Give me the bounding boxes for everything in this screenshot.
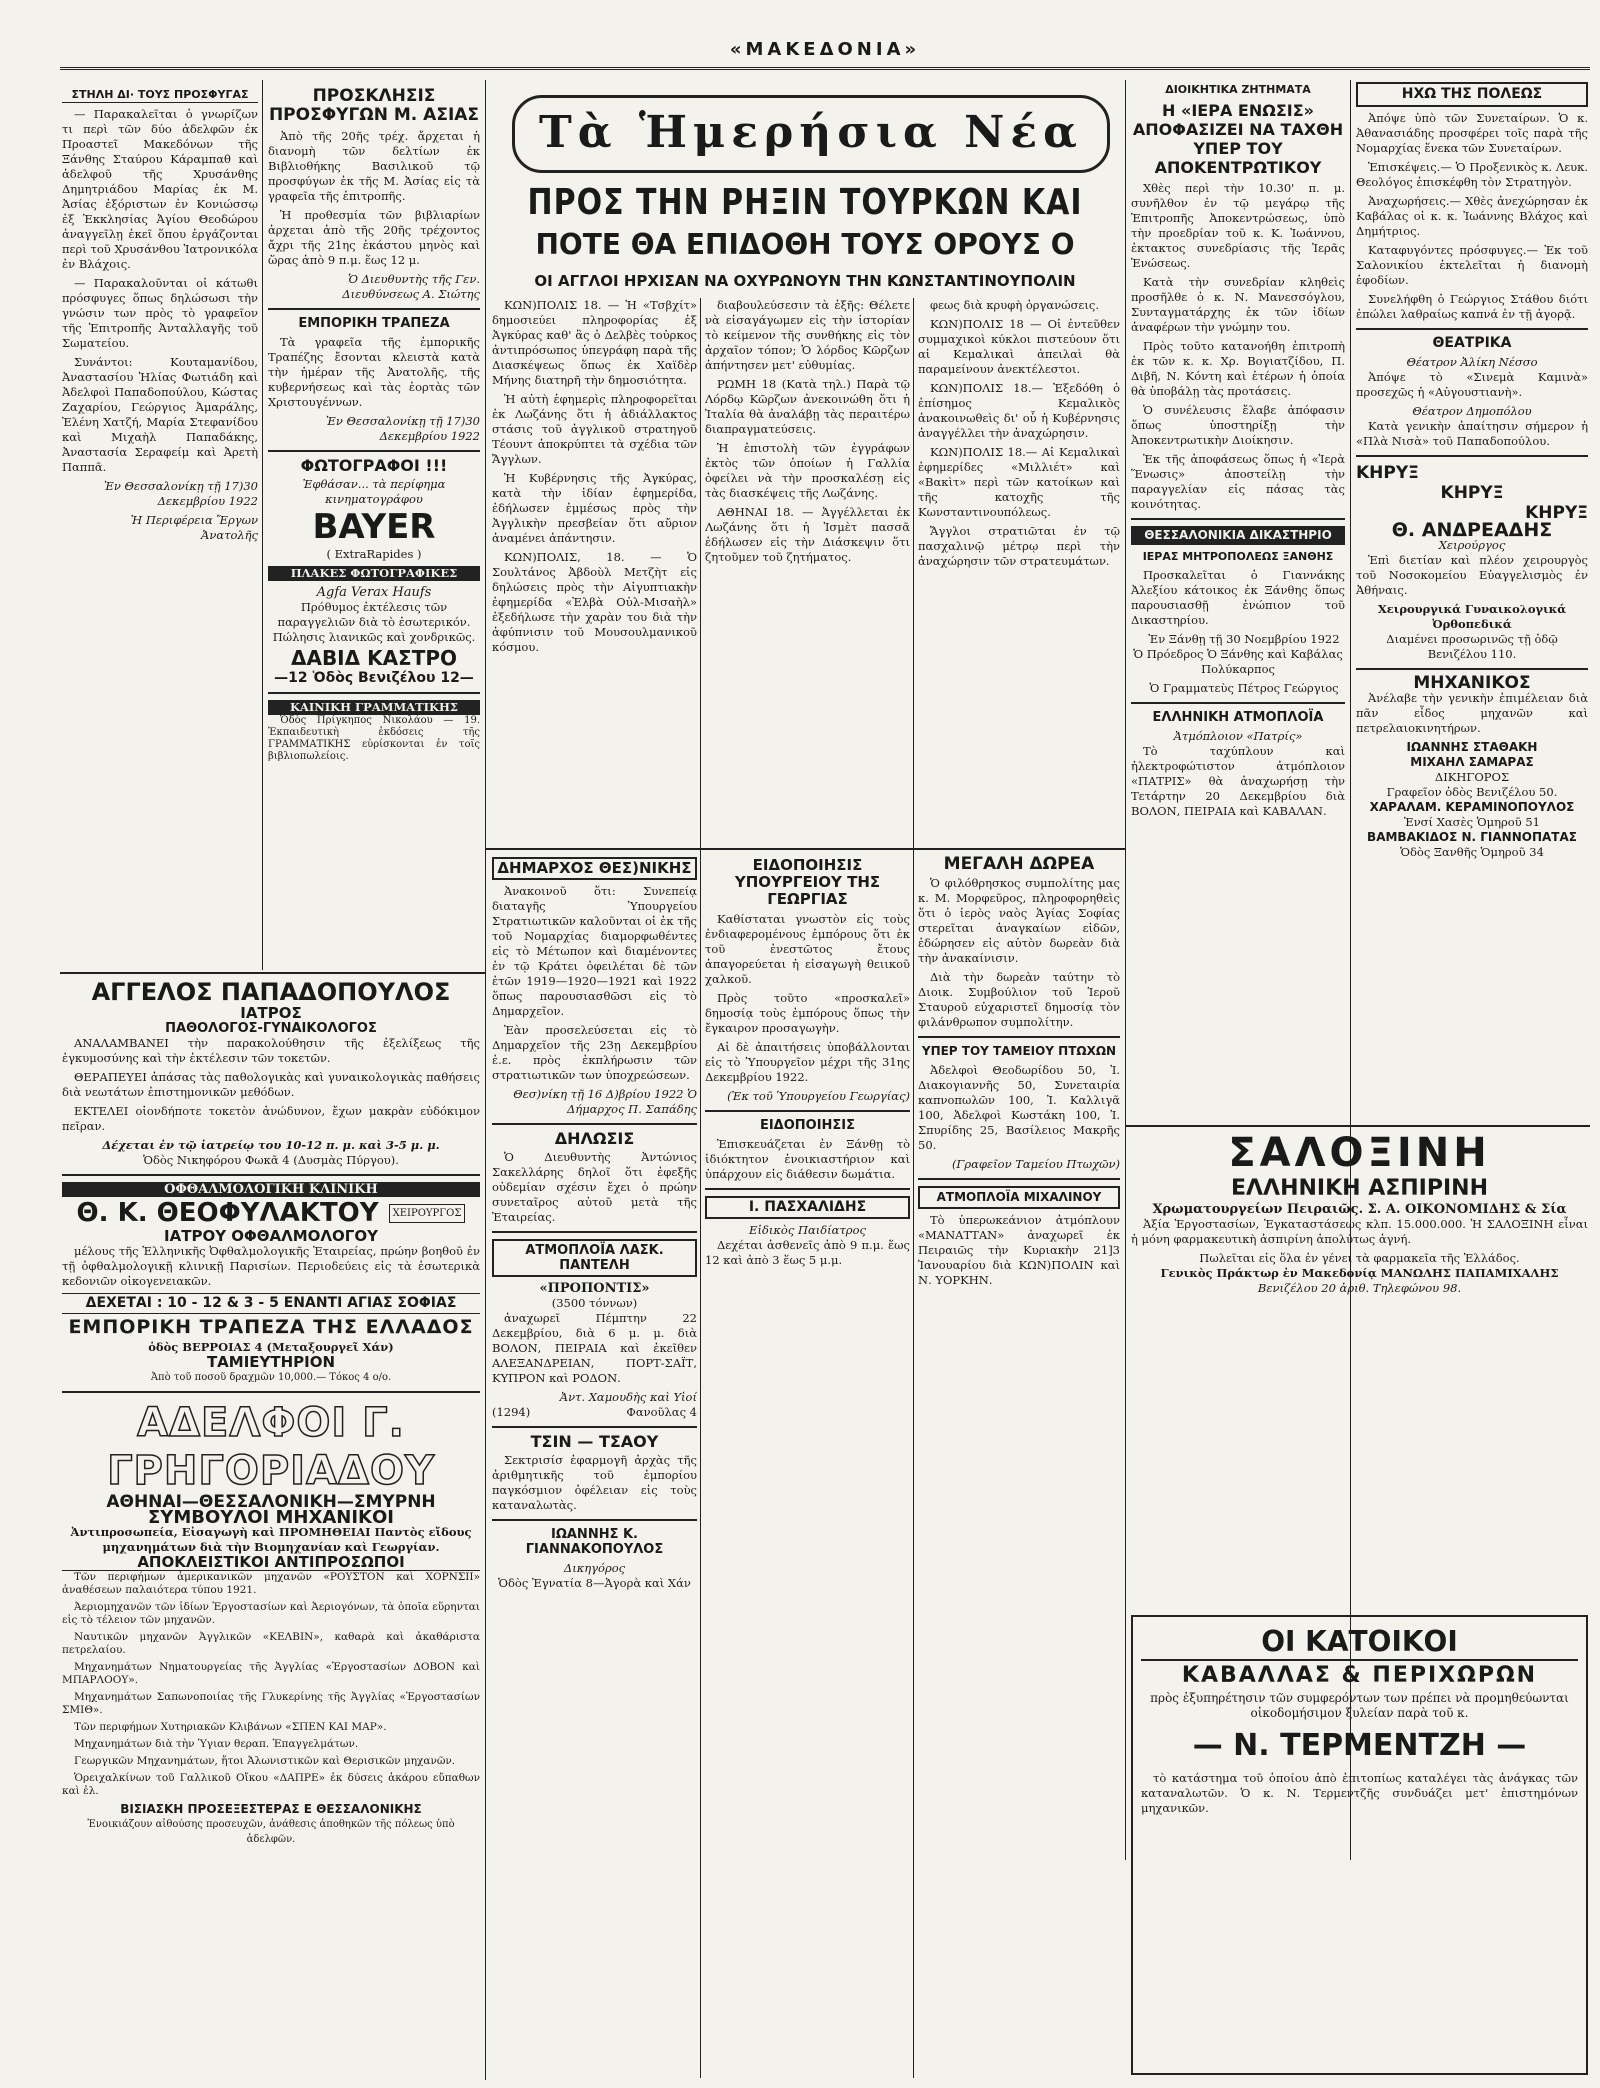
news-column-1 [492,298,697,843]
court-signature: Ἐν Ξάνθῃ τῇ 30 Νοεμβρίου 1922 Ὁ Πρόεδρος Ὁ Ξάνθης καὶ Καβάλας Πολύκαρπος [1133,632,1343,676]
column-rule [913,298,914,2078]
ophthalmologist-title: ΙΑΤΡΟΥ ΟΦΘΑΛΜΟΛΟΓΟΥ [164,1227,378,1245]
news-paragraph: ΚΩΝ)ΠΟΛΙΣ 18.— Αἱ Κεμαλικαὶ ἐφημερίδες «Μιλλιέτ» καὶ «Βακὶτ» περὶ τῶν κατοίκων καὶ τῆς κατοχῆς τῆς Κωνσταντινουπόλεως. [918,445,1120,519]
theatre-sub2: Θέατρον Δημοπόλου [1412,404,1532,418]
refugee-paragraph: — Παρακαλεῖται ὁ γνωρίζων τι περὶ τῶν δύο ἀδελφῶν ἐκ Προαστεῖ Μακεδόνων τῆς Ξάνθης Σταύρου Κάραμπαθ καὶ ἀδελφοῦ τῆς Χρυσάνθης Δημητριάδου Μαρίας ἐκ Μ. Ἀσίας ἐξόριστων ἐν Κονιώσσῳ ἐξ Ἐκκλησίας Ἀγίου Θεοδώρου ἀναγγεῖλῃ ἐκεῖ ὅπου ἐργάζονται περὶ τοῦ Χρυσάνθου Ἰατρονικόλα ἐν Βλάχοις. [62,107,258,271]
refugee-signature: Ἡ Περιφέρεια Ἔργων Ἀνατολῆς [130,513,258,542]
paschalidis-title: Εἰδικὸς Παιδίατρος [749,1223,866,1237]
admin-paragraph: Πρὸς τοῦτο κατανοήθη ἐπιτροπὴ ἐκ τῶν κ. κ. Χρ. Βογιατζίδου, Π. Διβῆ, Ν. Κόντη καὶ ἑτέρων ἡ ὁποία θὰ ὑποβάλῃ τὰς προτάσεις. [1131,339,1345,398]
hellenic-steamship-name: Ἀτμόπλοιον «Πατρίς» [1173,729,1303,743]
theatre-text2: Κατὰ γενικὴν ἀπαίτησιν σήμερον ἡ «Πλὰ Νισὰ» τοῦ Παπαδοπούλου. [1356,419,1588,448]
gift-paragraph: Διὰ τὴν δωρεὰν ταύτην τὸ Διοικ. Συμβούλιον τοῦ Ἱεροῦ Σταυροῦ εὐχαριστεῖ δημοσίᾳ τὸν φιλάνθρωπον συμπολίτην. [918,970,1120,1029]
daily-news-banner [512,95,1110,173]
saloxini-agent: Γενικὸς Πράκτωρ ἐν Μακεδονίᾳ ΜΑΝΩΛΗΣ ΠΑΠΑΜΙΧΑΛΗΣ [1160,1266,1559,1280]
invitation-paragraph: Ἡ προθεσμία τῶν βιβλιαρίων ἀρχεται ἀπὸ τῆς 20ῆς τρέχοντος ἄχρι τῆς 21ης ἐκάστου μηνὸς καὶ ὥρας ἀπὸ 9 π.μ. ἕως 12 μ. [268,208,480,267]
grigoriadou-item: Μηχανημάτων Νηματουργείας τῆς Ἀγγλίας «Ἐργοστασίων ΔΟΒΟΝ καὶ ΜΠΑΡΛΟΟΥ». [62,1661,480,1686]
city-echo-column [1356,80,1588,1120]
lawyer-name: ΙΩΑΝΝΗΣ Κ. ΓΙΑΝΝΑΚΟΠΟΥΛΟΣ [525,1527,664,1557]
savings-note: Ἀπὸ τοῦ ποσοῦ δραχμῶν 10,000.— Τόκος 4 ο/ο. [150,1372,392,1383]
bank-header: ΕΜΠΟΡΙΚΗ ΤΡΑΠΕΖΑ [298,316,450,331]
grigoriadou-footer-text: Ἐνοικιάζουν αἰθούσης προσευχῶν, ἀνάθεσις ἀποθηκῶν τῆς πόλεως ὑπὸ ἀδελφῶν. [87,1819,455,1845]
ophthalmologist-text: μέλους τῆς Ἑλληνικῆς Ὀφθαλμολογικῆς Ἑταιρείας, πρώην βοηθοῦ ἐν τῇ ὀφθαλμολογικῇ κλινικῇ Παρισίων. Περιοδεύεις εἰς τὰ ἐσωτερικὰ κεδονιῶν οἰκογενειακῶν. [62,1244,480,1288]
extrarapides: ( ExtraRapides ) [326,547,422,561]
notice-paragraph: Πρὸς τοῦτο «προσκαλεῖ» δημοσίᾳ τοὺς ἐμπόρους ὅπως τὴν ἔγκαιρον προσαγωγὴν. [705,991,910,1035]
doctor-specialty: ΠΑΘΟΛΟΓΟΣ-ΓΥΝΑΙΚΟΛΟΓΟΣ [165,1021,377,1036]
doctor-address: Ὁδὸς Νικηφόρου Φωκᾶ 4 (Δυσμὰς Πύργου). [143,1153,399,1167]
grigoriadou-role: ΣΥΜΒΟΥΛΟΙ ΜΗΧΑΝΙΚΟΙ [148,1507,394,1528]
paschalidis-header: Ι. ΠΑΣΧΑΛΙΔΗΣ [705,1196,910,1219]
mayor-header: ΔΗΜΑΡΧΟΣ ΘΕΣ)ΝΙΚΗΣ [492,857,697,880]
mayor-column [492,855,697,2075]
crier-line: ΚΗΡΥΞ [1525,503,1588,523]
invitation-column [268,85,480,965]
section-rule [60,972,486,974]
photo-sub: Ἐφθάσαν... τὰ περίφημα κινηματογράφου [302,477,446,506]
notice-header: ΕΙΔΟΠΟΙΗΣΙΣ ΥΠΟΥΡΓΕΙΟΥ ΤΗΣ ΓΕΩΡΓΙΑΣ [734,856,881,908]
mechanic-header: ΜΗΧΑΝΙΚΟΣ [1413,673,1531,693]
saloxini-maker: Χρωματουργείων Πειραιῶς. Σ. Α. ΟΙΚΟΝΟΜΙΔΗΣ & Σία [1152,1202,1567,1217]
michalinos-text: Τὸ ὑπερωκεάνιον ἀτμόπλουν «ΜΑΝΑΤΤΑΝ» ἀναχωρεῖ ἐκ Πειραιῶς τὴν Κυριακὴν 21]3 Ἰανουαρίου διὰ ΚΩΝ)ΠΟΛΙΝ καὶ Ν. ΥΟΡΚΗΝ. [918,1213,1120,1287]
hellenic-steamship-header: ΕΛΛΗΝΙΚΗ ΑΤΜΟΠΛΟΪΑ [1152,710,1324,725]
grigoriadou-item: Μηχανημάτων διὰ τὴν Ὑγιαν θεραπ. Ἐπαγγελμάτων. [74,1738,359,1750]
doctor-name: ΑΓΓΕΛΟΣ ΠΑΠΑΔΟΠΟΥΛΟΣ [91,978,451,1006]
poor-fund-header: ΥΠΕΡ ΤΟΥ ΤΑΜΕΙΟΥ ΠΤΩΧΩΝ [921,1044,1117,1058]
admin-paragraph: Ὁ συνέλευσις ἔλαβε ἀπόφασιν ὅπως ὑποστηρίξῃ τὴν Ἀποκεντρωτικὴν Διοίκησιν. [1131,403,1345,447]
steamship-phone: Φανοῦλας 4 [626,1405,697,1419]
city-echo-paragraph: Ἀναχωρήσεις.— Χθὲς ἀνεχώρησαν ἐκ Καβάλας οἱ κ. κ. Ἰωάννης Βλάχος καὶ Δημήτριος. [1356,194,1588,238]
paschalidis-text: Δεχέται ἀσθενεῖς ἀπὸ 9 π.μ. ἕως 12 καὶ ἀπὸ 3 ἕως 5 μ.μ. [705,1238,910,1267]
grigoriadou-name: ΑΔΕΛΦΟΙ Γ. ΓΡΗΓΟΡΙΑΔΟΥ [107,1400,435,1494]
bank-text: Τὰ γραφεῖα τῆς ἐμπορικῆς Τραπέζης ἔσονται κλειστὰ κατὰ τὴν ἡμέραν τῆς Ἀνατολῆς, τῆς κυβερνήσεως καὶ τὰς ἑορτὰς τῶν Χριστουγέννων. [268,335,480,409]
refugee-paragraph: Συνάντοι: Κουταμανίδου, Ἀναστασίου Ἠλίας Φωτιάδη καὶ Ἀδελφοὶ Παπαδοπούλου, Κώστας Ζαχαρίου, Γεώργιος Ἀμαράλης, Ἐλένη Χατζή, Μαρία Στεφανίδου καὶ Μιχαὴλ Παπαδάκης, Ἀναστασία Σεραφείμ καὶ Ἀρετὴ Παππᾶ. [62,355,258,474]
dealer-address: —12 Ὁδὸς Βενιζέλου 12— [274,670,474,686]
news-paragraph: ΡΩΜΗ 18 (Κατὰ τηλ.) Παρὰ τῷ Λόρδῳ Κῶρζων ἀνεκοινώθη ὅτι ἡ Ἰταλία θὰ ἀναλάβῃ τὰς περαιτέρω διαπραγματεύσεις. [705,377,910,436]
ophthalmologist-hours: ΔΕΧΕΤΑΙ : 10 - 12 & 3 - 5 ΕΝΑΝΤΙ ΑΓΙΑΣ ΣΟΦΙΑΣ [62,1293,480,1314]
tea-header: ΤΣΙΝ — ΤΣΑΟΥ [530,1432,659,1451]
grigoriadou-item: Τῶν περιφήμων Χυτηριακῶν Κλιβάνων «ΣΠΕΝ ΚΑΙ ΜΑΡ». [74,1721,387,1733]
theatre-sub: Θέατρον Ἀλίκη Νέσσο [1406,355,1538,369]
saloxini-text: Ἀξία Ἐργοστασίων, Ἐγκαταστάσεως κλπ. 15.000.000. Ἡ ΣΑΛΟΞΙΝΗ εἶναι ἡ μόνη φαρμακευτικὴ ἀσπιρίνη ἀπολύτως ἁγνή. [1131,1217,1588,1246]
surgeon-address: Διαμένει προσωρινῶς τῇ ὁδῷ Βενιζέλου 110. [1386,632,1558,661]
doctor-paragraph: ΘΕΡΑΠΕΥΕΙ ἁπάσας τὰς παθολογικὰς καὶ γυναικολογικὰς παθήσεις διὰ νεωτάτων ἐπιστημονικῶν μεθόδων. [62,1070,480,1099]
admin-column [1131,80,1345,1120]
steamship-text: ἀναχωρεῖ Πέμπτην 22 Δεκεμβρίου, διὰ 6 μ. μ. διὰ ΒΟΛΟΝ, ΠΕΙΡΑΙΑ καὶ ἐκεῖθεν ΑΛΕΞΑΝΔΡΕΙΑΝ, ΠΟΡΤ-ΣΑΪΤ, ΚΥΠΡΟΝ καὶ ΡΟΔΟΝ. [492,1311,697,1385]
refugee-column [62,85,258,965]
surgeon-specialty: Χειρουργικά Γυναικολογικά Ὀρθοπεδικά [1377,602,1567,631]
samaras-address: Γραφεῖον ὁδὸς Βενιζέλου 50. [1386,785,1558,799]
ophthalmologist-name: Θ. Κ. ΘΕΟΦΥΛΑΚΤΟΥ [76,1198,379,1228]
hellenic-steamship-text: Τὸ ταχύπλουν καὶ ἠλεκτροφώτιστον ἀτμόπλοιον «ΠΑΤΡΙΣ» θὰ ἀναχωρήσῃ τὴν Τετάρτην 20 Δεκεμβρίου διὰ ΒΟΛΟΝ, ΠΕΙΡΑΙΑ καὶ ΚΑΒΑΛΑΝ. [1131,744,1345,818]
admin-paragraph: Χθὲς περὶ τὴν 10.30' π. μ. συνῆλθον ἐν τῷ μεγάρῳ τῆς Ἐπιτροπῆς Ἀποκεντρώσεως, ὑπὸ τὴν προεδρίαν τοῦ κ. Κ. Ἰωάννου, ἐκτακτος συνεδρίασις τῆς Ἱερᾶς Ἑνώσεως. [1131,181,1345,270]
grammar-header: ΚΑΙΝΙΚΗ ΓΡΑΜΜΑΤΙΚΗΣ [268,700,480,715]
photo-header: ΦΩΤΟΓΡΑΦΟΙ !!! [300,456,448,475]
savings-label: ΤΑΜΙΕΥΤΗΡΙΟΝ [206,1353,336,1371]
admin-header: ΔΙΟΙΚΗΤΙΚΑ ΖΗΤΗΜΑΤΑ [1165,83,1311,96]
saloxini-sub: ΕΛΛΗΝΙΚΗ ΑΣΠΙΡΙΝΗ [1231,1176,1488,1201]
headline-second: ΠΟΤΕ ΘΑ ΕΠΙΔΟΘΗ ΤΟΥΣ ΟΡΟΥΣ Ο [535,228,1075,261]
column-rule [262,80,263,970]
surgeon-text: Ἐπὶ διετίαν καὶ πλέον χειρουργὸς τοῦ Νοσοκομείου Εὐαγγελισμὸς ἐν Ἀθήναις. [1356,553,1588,597]
saloxini-ad [1131,1130,1588,1610]
grigoriadou-footer: ΒΙΣΙΑΣΚΗ ΠΡΟΣΕΞΕΣΤΕΡΑΣ Ε ΘΕΣΣΑΛΟΝΙΚΗΣ [120,1802,422,1816]
surgeon-title: Χειρούργος [1438,538,1506,552]
gift-paragraph: Ὁ φιλόθρησκος συμπολίτης μας κ. Μ. Μορφεῦρος, πληροφορηθεὶς ὅτι ὁ ἱερὸς ναὸς Ἁγίας Σοφίας στερεῖται ἀναγκαίων εἰδῶν, ἐδώρησεν εἰς αὐτὸν δωρεὰν διὰ τὴν ἀνακαίνισιν. [918,876,1120,965]
saloxini-footer: Πωλεῖται εἰς ὅλα ἐν γένει τὰ φαρμακεῖα τῆς Ἑλλάδος. [1199,1251,1520,1265]
grigoriadou-item: Ναυτικῶν μηχανῶν Ἀγγλικῶν «ΚΕΛΒΙΝ», καθαρὰ καὶ ἀκαθάριστα πετρελαίου. [62,1631,480,1656]
lawyer-title: Δικηγόρος [563,1561,626,1575]
headline-third: ΟΙ ΑΓΓΛΟΙ ΗΡΧΙΣΑΝ ΝΑ ΟΧΥΡΩΝΟΥΝ ΤΗΝ ΚΩΝΣΤΑΝΤΙΝΟΥΠΟΛΙΝ [534,272,1076,290]
residents-text: πρὸς ἐξυπηρέτησιν τῶν συμφερόντων των πρέπει νὰ προμηθεύωνται οἰκοδομήσιμον ξυλείαν παρὰ τοῦ κ. [1150,1691,1569,1720]
grigoriadou-item: Ἀεριομηχανῶν τῶν ἰδίων Ἐργοστασίων καὶ Ἀεριογόνων, τὰ ὁποῖα εὕρηνται εἰς τὸ τέλειον τῶν μηχανῶν. [62,1601,480,1626]
residents-header: ΟΙ ΚΑΤΟΙΚΟΙ [1141,1625,1578,1661]
poor-fund-signature: (Γραφεῖον Ταμείου Πτωχῶν) [951,1157,1120,1171]
masthead-title: «ΜΑΚΕΔΟΝΙΑ» [729,39,921,60]
grammar-text: Ὁδὸς Πρίγκηπος Νικολάου — 19. Ἐκπαιδευτικὴ ἐκδόσεις τῆς ΓΡΑΜΜΑΤΙΚΗΣ εὑρίσκονται ἐν τοῖς βιβλιοπωλείοις. [268,715,480,762]
grigoriadou-item: Ὁρειχαλκίνων τοῦ Γαλλικοῦ Οἴκου «ΔΑΠΡΕ» ἐκ δύσεις ἀκάρου εὔπαθων καὶ ἐλ. [62,1772,480,1797]
tea-text: Σεκτρισίσ ἐφαρμογῆ ἀρχὰς τῆς ἀριθμητικῆς τοῦ ἐμπορίου παγκόσμιον ὀφέλειαν εἰς τοὺς καταναλωτὰς. [492,1453,697,1512]
surgeon-name: Θ. ΑΝΔΡΕΑΔΗΣ [1391,519,1553,541]
court-sub: ΙΕΡΑΣ ΜΗΤΡΟΠΟΛΕΩΣ ΞΑΝΘΗΣ [1142,550,1334,563]
news-column-3 [918,298,1120,843]
info-text: Ἐπισκευάζεται ἐν Ξάνθῃ τὸ ἰδιόκτητον ἐνοικιαστήριον καὶ ὑπάρχουν εἰς διάθεσιν δωμάτια. [705,1137,910,1181]
poor-fund-text: Ἀδελφοὶ Θεοδωρίδου 50, Ἰ. Διακογιαννῆς 50, Συνεταιρία καπνοπωλῶν 100, Ἰ. Καλλιγᾶ 100, Ἀδελφοὶ Κωστάκη 100, Ἰ. Σπυρίδης 25, Βασίλειος Μακρῆς 50. [918,1063,1120,1152]
banner-text: Τὰ Ἡμερήσια Νέα [538,107,1083,158]
court-header: ΘΕΣΣΑΛΟΝΙΚΙΑ ΔΙΚΑΣΤΗΡΙΟ [1131,526,1345,545]
vamvakidos-address: Ὁδὸς Ξανθῆς Ὁμηροῦ 34 [1400,845,1544,859]
masthead [60,30,1590,70]
theatre-text: Ἀπόψε τὸ «Σινεμὰ Καμινὰ» προσεχῶς ἡ «Αὐγουστιανὴ». [1356,370,1588,399]
news-paragraph: ΚΩΝ)ΠΟΛΙΣ 18 — Οἱ ἐντεῦθεν συμμαχικοὶ κύκλοι πιστεύουν ὅτι αἱ Κεμαλικαὶ ἀπειλαὶ θὰ παραμείνουν ἀνεκτέλεστοι. [918,317,1120,376]
news-paragraph: ΑΘΗΝΑΙ 18. — Ἀγγέλλεται ἐκ Λωζάνης ὅτι ἡ Ἰσμὲτ πασσᾶ ἐδήλωσεν εἰς τὴν Διάσκεψιν ὅτι ζητοῦμεν τοῦ ζητήματος. [705,505,910,564]
column-rule [700,298,701,2078]
refugee-paragraph: — Παρακαλοῦνται οἱ κάτωθι πρόσφυγες ὅπως δηλώσωσι τὴν γνώσιν των πρὸς τὸ γραφεῖον τῆς Ἐπιτροπῆς Ἀνταλλαγῆς τοῦ Σωματείου. [62,276,258,350]
grigoriadou-text: Ἀντιπροσωπεία, Εἰσαγωγὴ καὶ ΠΡΟΜΗΘΕΙΑΙ Παντὸς εἴδους μηχανημάτων διὰ τὴν Βιομηχανίαν καὶ Γεωργίαν. [70,1525,472,1554]
commercial-bank-name: ΕΜΠΟΡΙΚΗ ΤΡΑΠΕΖΑ ΤΗΣ ΕΛΛΑΔΟΣ [68,1316,474,1338]
stathaki-name: ΙΩΑΝΝΗΣ ΣΤΑΘΑΚΗ [1406,740,1538,754]
notice-paragraph: Αἱ δὲ ἀπαιτήσεις ὑποβάλλονται εἰς τὸ Ὑπουργεῖον μέχρι τῆς 31ης Δεκεμβρίου 1922. [705,1040,910,1084]
invitation-header: ΠΡΟΣΚΛΗΣΙΣ ΠΡΟΣΦΥΓΩΝ Μ. ΑΣΙΑΣ [268,86,480,125]
info-header: ΕΙΔΟΠΟΙΗΣΙΣ [759,1118,856,1133]
refugee-header: ΣΤΗΛΗ ΔΙ· ΤΟΥΣ ΠΡΟΣΦΥΓΑΣ [62,87,258,103]
city-echo-paragraph: Ἑπισκέψεις.— Ὁ Προξενικὸς κ. Λευκ. Θεολόγος ἐπισκέφθη τὸν Στρατηγὸν. [1356,160,1588,189]
news-paragraph: ΚΩΝ)ΠΟΛΙΣ 18. — Ἡ «Τσβχίτ» δημοσιεύει πληροφορίας ἐξ Ἀγκύρας καθ' ἃς ὁ Δελβὲς τοὐρκος ἀντιπρόσωπος ὑπεγράφη παρὰ τῆς Διασκέψεως ὅπως ἐκ Χαϊδὲρ Μήνης διατηρῆ τὴν δημοσιότητα. [492,298,697,387]
steamship-agent: Ἀντ. Χαμουδὴς καὶ Υἱοί [559,1390,697,1404]
crier-line: ΚΗΡΥΞ [1356,463,1419,483]
news-paragraph: ΚΩΝ)ΠΟΛΙΣ, 18. — Ὁ Σουλτάνος Ἀβδοὺλ Μετζὴτ εἰς δηλώσεις πρὸς τὴν Αἰγυπτιακὴν ἐφημερίδα «Ἐλβὰ Οὐλ-Μισαὴλ» ἐξεδήλωσε τὴν χαρὰν του διὰ τὴν ἀφύπνισιν τοῦ Μουσουλμανικοῦ κόσμου. [492,550,697,654]
mayor-signature: Θεσ)νίκη τῇ 16 Δ)βρίου 1922 Ὁ Δήμαρχος Π. Σαπάδης [513,1087,697,1116]
ophthalmology-header: ΟΦΘΑΛΜΟΛΟΓΙΚΗ ΚΛΙΝΙΚΗ [62,1182,480,1197]
left-ads [62,978,480,2078]
grigoriadou-cities: ΑΘΗΝΑΙ—ΘΕΣΣΑΛΟΝΙΚΗ—ΣΜΥΡΝΗ [106,1492,436,1512]
gift-column [918,855,1120,2075]
lawyer-address: Ὁδὸς Ἐγνατία 8—Ἀγορὰ καὶ Χάν [498,1576,691,1590]
city-echo-paragraph: Ἀπόψε ὑπὸ τῶν Συνεταίρων. Ὁ κ. Ἀθανασιάδης προσφέρει τοῖς παρὰ τῆς Νομαρχίας ἕνεκα τῶν Συνεταίρων. [1356,111,1588,155]
dealer-name: ΔΑΒΙΔ ΚΑΣΤΡΟ [290,646,458,670]
grigoriadou-sub: ΑΠΟΚΛΕΙΣΤΙΚΟΙ ΑΝΤΙΠΡΟΣΩΠΟΙ [62,1555,480,1571]
city-echo-paragraph: Συνελήφθη ὁ Γεώργιος Στάθου διότι ἐπώλει λαθραίως καπνά ἐν τῇ ἀγορᾷ. [1356,292,1588,321]
section-rule [1126,1125,1590,1127]
steamship-header: ΑΤΜΟΠΛΟΪΑ ΛΑΣΚ. ΠΑΝΤΕΛΗ [492,1239,697,1277]
admin-paragraph: Ἐκ τῆς ἀποφάσεως ὅπως ἡ «Ἱερὰ Ἕνωσις» ἀποστείλῃ τὴν παραγγελίαν εἰς πάσας τὰς κοινότητας. [1131,452,1345,511]
column-rule [1125,80,1126,1860]
vamvakidos-name: ΒΑΜΒΑΚΙΔΟΣ Ν. ΓΙΑΝΝΟΠΑΤΑΣ [1367,830,1577,844]
grigoriadou-item: Μηχανημάτων Σαπωνοποιίας τῆς Γλυκερίνης τῆς Ἀγγλίας «Ἐργοστασίων ΣΜΙΘ». [62,1691,480,1716]
news-paragraph: Ἄγγλοι στρατιῶται ἐν τῷ πασχαλινῷ μέτρῳ περὶ τὴν ἀναχώρησιν τῶν στρατευμάτων. [918,524,1120,568]
news-paragraph: Ἡ ἐπιστολὴ τῶν ἐγγράφων ἐκτὸς τῶν ὁποίων ἡ Γαλλία ὀφείλει νὰ τὴν προσκαλέσῃ εἰς τὰς διασκέψεις τῆς Λωζάνης. [705,441,910,500]
news-paragraph: Ἡ Κυβέρνησις τῆς Ἀγκύρας, κατὰ τὴν ἰδίαν ἐφημερίδα, ἐδήλωσεν ἐμμέσως πρὸς τὴν Ἀγγλικὴν πρεσβείαν ὅτι αὔριον ἀναμένει ἀπάντησιν. [492,471,697,545]
bayer-logo: BAYER [312,507,436,547]
grigoriadou-item: Γεωργικῶν Μηχανημάτων, ἤτοι Ἀλωνιστικῶν καὶ Θερισικῶν μηχανῶν. [74,1755,456,1767]
notice-signature: (Ἐκ τοῦ Ὑπουργείου Γεωργίας) [727,1089,910,1103]
news-paragraph: Ἡ αὐτὴ ἐφημερὶς πληροφορεῖται ἐκ Λωζάνης ὅτι ἡ ἀδιάλλακτος στάσις τοῦ ἀγγλικοῦ στρατηγοῦ Τέουντ ἀποκρύπτει τὰ σχέδια τῶν Ἄγγλων. [492,392,697,466]
saloxini-address: Βενιζέλου 20 ἀριθ. Τηλεφώνου 98. [1257,1281,1462,1295]
doctor-hours: Δέχεται ἐν τῷ ἰατρείῳ του 10-12 π. μ. καὶ 3-5 μ. μ. [102,1138,440,1152]
ophthalmologist-tag: ΧΕΙΡΟΥΡΓΟΣ [389,1204,466,1223]
doctor-paragraph: ΕΚΤΕΛΕΙ οἱονδήποτε τοκετὸν ἀνώδυνον, ἔχων μακρὰν εὐδόκιμον πεῖραν. [62,1104,480,1133]
column-rule [485,80,486,2080]
invitation-paragraph: Ἀπὸ τῆς 20ῆς τρέχ. ἄρχεται ἡ διανομὴ τῶν δελτίων ἐκ Βιβλιοθήκης Βασιλικοῦ τῷ προσφύγων ἐκ τῆς Μ. Ἀσίας εἰς τὰ γραφεῖα τῆς ἐπιτροπῆς. [268,129,480,203]
doctor-title: ΙΑΤΡΟΣ [240,1004,302,1022]
notice-paragraph: Καθίσταται γνωστὸν εἰς τοὺς ἐνδιαφερομένους ἐμπόρους ὅτι ἐκ τοῦ ἐνεστῶτος ἔτους ἀπαγορεύεται ἡ εἰσαγωγὴ θειικοῦ χαλκοῦ. [705,912,910,986]
admin-paragraph: Κατὰ τὴν συνεδρίαν κληθεὶς προσῆλθε ὁ κ. Ν. Μανεσσόγλου, Συνταγματάρχης ἐκ τῶν ἰδίων ἀναφέρων τὴν γνώμην του. [1131,275,1345,334]
news-paragraph: φεως διὰ κρυφὴ ὀργανώσεις. [930,298,1099,312]
grigoriadou-item: Τῶν περιφήμων ἀμερικανικῶν μηχανῶν «ΡΟΥΣΤΟΝ καὶ ΧΟΡΝΣΙΙ» ἀναθέσεων παλαιότερα τύπου 1921. [62,1571,480,1596]
declaration-header: ΔΗΛΩΣΙΣ [554,1129,635,1148]
residents-sub: ΚΑΒΑΛΛΑΣ & ΠΕΡΙΧΩΡΩΝ [1181,1663,1538,1688]
steamship-code: (1294) [492,1405,531,1419]
theatre-header: ΘΕΑΤΡΙΚΑ [1432,335,1512,351]
headline-main: ΠΡΟΣ ΤΗΝ ΡΗΞΙΝ ΤΟΥΡΚΩΝ ΚΑΙ [527,181,1083,224]
keraminopoulos-name: ΧΑΡΑΛΑΜ. ΚΕΡΑΜΙΝΟΠΟΥΛΟΣ [1369,800,1575,814]
crier-line: ΚΗΡΥΞ [1440,483,1504,503]
declaration-text: Ὁ Διευθυντὴς Ἀντώνιος Σακελλάρης δηλοῖ ὅτι ἐφεξῆς οὐδεμίαν σχέσιν ἔχει ὁ πρώην συνεταῖρος αὐτοῦ μετὰ τῆς Ἑταιρείας. [492,1150,697,1224]
steamship-name: «ΠΡΟΠΟΝΤΙΣ» [539,1281,650,1296]
saloxini-title: ΣΑΛΟΞΙΝΗ [1228,1130,1491,1176]
doctor-paragraph: ΑΝΑΛΑΜΒΑΝΕΙ τὴν παρακολούθησιν τῆς ἐξελίξεως τῆς ἐγκυμοσύνης καὶ τὴν ἐκτέλεσιν τῶν τοκετῶν. [62,1036,480,1065]
news-paragraph: διαβουλεύσεσιν τὰ ἑξῆς: Θέλετε νὰ εἰσαγάγωμεν εἰς τὴν ἱστορίαν τὸ κείμενον τῆς συνθήκης εἰς τὸν ἀρχαῖον τόπον; Ὁ λόρδος Κῶρζων ἀπήντησεν μετ' εὐθυμίας. [705,298,910,372]
agfa-label: Agfa Verax Haufs [316,585,432,600]
bank-date: Ἐν Θεσσαλονίκῃ τῇ 17)30 Δεκεμβρίου 1922 [326,414,480,443]
mayor-paragraph: Ἀνακοινοῦ ὅτι: Συνεπείᾳ διαταγῆς Ὑπουργείου Στρατιωτικῶν καλοῦνται οἱ ἐκ τῆς τοῦ Νομαρχίας διαμορφωθέντες εἰς τὸ Μέτωπον καὶ διαμένοντες ἐν τῷ Κράτει ὀφειλέται δὲ τῶν ἐτῶν 1919—1920—1921 καὶ 1922 ὅπως παρουσιασθῶσι εἰς τὸ Δημαρχεῖον. [492,884,697,1018]
news-paragraph: ΚΩΝ)ΠΟΛΙΣ 18.— Ἐξεδόθη ὁ ἐπίσημος Κεμαλικὸς ἀνακοινωθεὶς δι' οὗ ἡ Κυβέρνησις ἀναγγέλλει τὴν ἀναχώρησιν. [918,381,1120,440]
court-text: Προσκαλεῖται ὁ Γιαννάκης Ἀλεξίου κάτοικος ἐκ Ξάνθης ὅπως παρουσιασθῇ ἐνώπιον τοῦ Δικαστηρίου. [1131,568,1345,627]
city-echo-header: ΗΧΩ ΤΗΣ ΠΟΛΕΩΣ [1356,82,1588,107]
city-echo-paragraph: Καταφυγόντες πρόσφυγες.— Ἐκ τοῦ Σαλονικίου ἐκτελεῖται ἡ διανομὴ ἐφοδίων. [1356,243,1588,287]
dealer-text: Πρόθυμος ἐκτέλεσις τῶν παραγγελιῶν διὰ τὸ ἐσωτερικόν. Πώλησις λιανικῶς καὶ χονδρικῶς. [272,600,476,644]
section-rule [486,848,1125,850]
michalinos-header: ΑΤΜΟΠΛΟΪΑ ΜΙΧΑΛΙΝΟΥ [918,1186,1120,1209]
plates-label: ΠΛΑΚΕΣ ΦΩΤΟΓΡΑΦΙΚΕΣ [268,566,480,581]
mayor-paragraph: Ἐὰν προσελεύσεται εἰς τὸ Δημαρχεῖον τῆς 23ῃ Δεκεμβρίου ἐ.ε. πρὸς ἐκπλήρωσιν τῶν στρατιωτικῶν των ὑποχρεώσεων. [492,1023,697,1082]
notice-column [705,855,910,2075]
steamship-tons: (3500 τόννων) [551,1296,638,1310]
gift-header: ΜΕΓΑΛΗ ΔΩΡΕΑ [943,855,1095,874]
residents-footer: τὸ κατάστημα τοῦ ὁποίου ἀπὸ ἐπιτοπίως καταλέγει τὰς ἀνάγκας τῶν καταναλωτῶν. Ὁ κ. Ν. Τερμεντζῆς συνδυάζει μετ' ἐπιστημόνων μηχανικῶν. [1141,1771,1578,1815]
keraminopoulos-address: Ἑνσί Χασὲς Ὁμηροῦ 51 [1404,815,1540,829]
residents-ad [1131,1615,1588,2075]
refugee-date: Ἐν Θεσσαλονίκῃ τῇ 17)30 Δεκεμβρίου 1922 [104,479,258,508]
mechanic-text: Ἀνέλαβε τὴν γενικὴν ἐπιμέλειαν διὰ πᾶν εἶδος μηχανῶν καὶ πετρελαιοκινητήρων. [1356,691,1588,735]
invitation-signature: Ὁ Διευθυντὴς τῆς Γεν. Διευθύνσεως Α. Σιώτης [342,272,480,301]
court-secretary: Ὁ Γραμματεὺς Πέτρος Γεώργιος [1149,681,1339,695]
admin-headline: Η «ΙΕΡΑ ΕΝΩΣΙΣ» ΑΠΟΦΑΣΙΖΕΙ ΝΑ ΤΑΧΘΗ ΥΠΕΡ ΤΟΥ ΑΠΟΚΕΝΤΡΩΤΙΚΟΥ [1132,101,1344,177]
samaras-name: ΜΙΧΑΗΛ ΣΑΜΑΡΑΣ [1410,755,1534,769]
samaras-title: ΔΙΚΗΓΟΡΟΣ [1434,770,1510,784]
news-column-2 [705,298,910,843]
commercial-bank-address: ὁδὸς ΒΕΡΡΟΙΑΣ 4 (Μεταξουργεῖ Χάν) [148,1340,394,1354]
termentzi-name: — Ν. ΤΕΡΜΕΝΤΖΗ — [1192,1728,1527,1763]
